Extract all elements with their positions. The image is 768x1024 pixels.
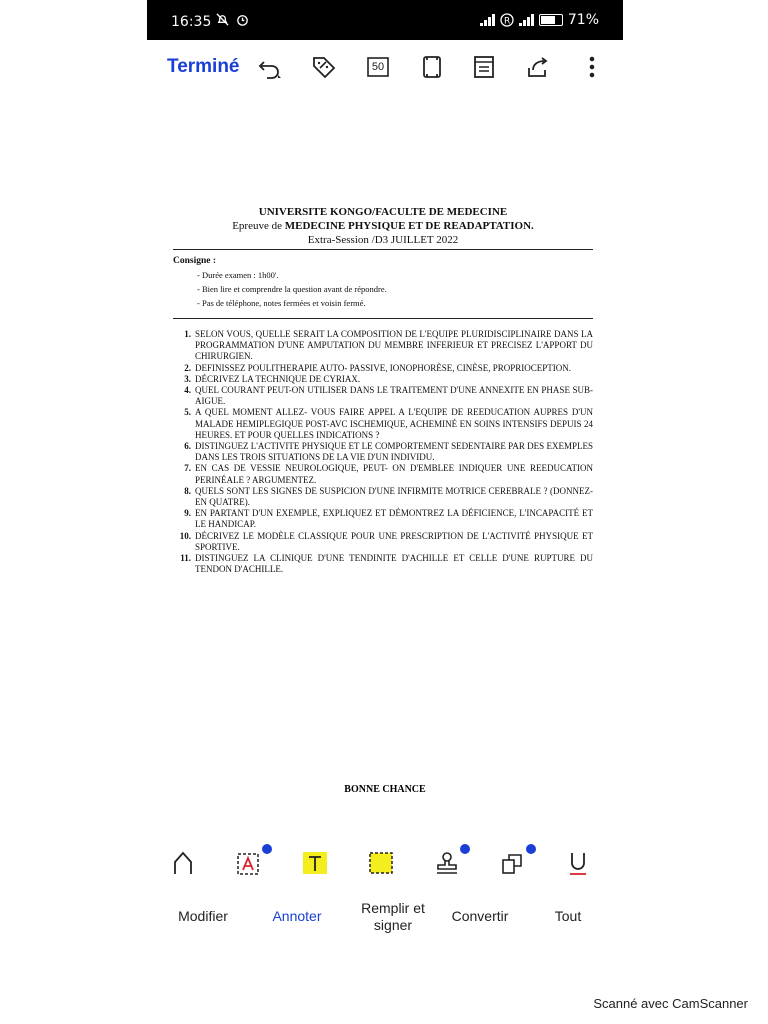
stamp-icon — [433, 849, 461, 877]
question-item — [173, 407, 593, 441]
modify-tool[interactable] — [168, 848, 198, 878]
question-item — [173, 374, 593, 385]
question-item — [173, 508, 593, 530]
doc-rule: - Pas de téléphone, notes fermées et voisin fermé. — [197, 296, 593, 310]
question-text: EN CAS DE VESSIE NEUROLOGIQUE, PEUT- ON D'EMBLEE INDIQUER UNE REEDUCATION PERINÉALE ? ARGUMENTEZ. — [195, 463, 593, 485]
question-text: SELON VOUS, QUELLE SERAIT LA COMPOSITION DE L'EQUIPE PLURIDISCIPLINAIRE DANS LA PROGRAMMATION D'UNE AMPUTATION DU MEMBRE INFERIEUR ET PRECISEZ L'APPORT DU CHIRURGIEN. — [195, 329, 593, 362]
question-number: 3. — [184, 373, 191, 384]
question-item — [173, 329, 593, 363]
doc-rule: - Bien lire et comprendre la question avant de répondre. — [197, 282, 593, 296]
crop-button[interactable] — [419, 54, 445, 80]
fill-sign-tool[interactable] — [366, 848, 396, 878]
question-text: DISTINGUEZ LA CLINIQUE D'UNE TENDINITE D'ACHILLE ET CELLE D'UNE RUPTURE DU TENDON D'ACHILLE. — [195, 553, 593, 575]
question-number: 11. — [180, 553, 191, 564]
status-bar — [147, 0, 623, 40]
question-text: A QUEL MOMENT ALLEZ- VOUS FAIRE APPEL A L'EQUIPE DE REEDUCATION AUPRES D'UN MALADE HEMIPLEGIQUE POST-AVC ISCHEMIQUE, ACHEMINÉ EN SOINS INTENSIFS DEPUIS 24 HEURES. ET POUR QUELLES INDICATIONS ? — [195, 407, 593, 440]
status-time: 16:35 — [171, 14, 212, 30]
divider — [173, 318, 593, 319]
question-text: DÉCRIVEZ LA TECHNIQUE DE CYRIAX. — [195, 373, 361, 384]
phone-screen — [147, 0, 623, 1024]
convert-icon — [499, 849, 527, 877]
closing-text: BONNE CHANCE — [344, 784, 426, 795]
question-item — [173, 363, 593, 374]
question-number: 1. — [184, 329, 191, 339]
pen-icon — [170, 850, 196, 876]
question-text: DISTINGUEZ L'ACTIVITE PHYSIQUE ET LE COMPORTEMENT SEDENTAIRE PAR DES EXEMPLES DANS LES TROIS SITUATIONS DE LA VIE D'UN INDIVIDU. — [195, 441, 593, 463]
text-tool[interactable] — [300, 848, 330, 878]
doc-subject — [173, 219, 593, 233]
doc-consigne-title: Consigne : — [173, 256, 217, 266]
modify-label[interactable]: Modifier — [178, 908, 228, 924]
question-item — [173, 553, 593, 575]
signal-icon — [480, 14, 495, 26]
alarm-icon — [235, 12, 250, 27]
tag-icon — [311, 54, 337, 80]
question-item — [173, 441, 593, 463]
doc-rule: - Durée examen : 1h00'. — [197, 268, 593, 282]
question-number: 10. — [179, 530, 191, 541]
text-annotate-icon — [235, 849, 263, 877]
share-icon — [525, 54, 551, 80]
all-tool[interactable] — [563, 848, 593, 878]
doc-subject-title: MEDECINE PHYSIQUE ET DE READAPTATION. — [284, 220, 534, 232]
annotate-label[interactable]: Annoter — [272, 908, 322, 924]
roaming-icon — [500, 13, 514, 27]
doc-university: UNIVERSITE KONGO/FACULTE DE MEDECINE — [258, 206, 508, 218]
battery-level: 71% — [567, 12, 599, 28]
convert-tool[interactable] — [498, 848, 528, 878]
signal-icon-2 — [519, 14, 534, 26]
question-number: 4. — [184, 385, 191, 396]
question-number: 2. — [184, 362, 191, 373]
badge-dot — [460, 844, 470, 854]
badge-dot — [262, 844, 272, 854]
badge-dot — [526, 844, 536, 854]
annotate-tool[interactable] — [234, 848, 264, 878]
all-label[interactable]: Tout — [554, 908, 582, 924]
question-text: EN PARTANT D'UN EXEMPLE, EXPLIQUEZ ET DÉMONTREZ LA DÉFICIENCE, L'INCAPACITÉ ET LE HANDICAP. — [195, 508, 593, 530]
page-layout-button[interactable] — [471, 54, 497, 80]
share-button[interactable] — [525, 54, 551, 80]
stamp-tool[interactable] — [432, 848, 462, 878]
mute-bell-icon — [215, 12, 230, 27]
doc-subject-prefix: Epreuve de — [232, 220, 282, 232]
question-text: QUELS SONT LES SIGNES DE SUSPICION D'UNE INFIRMITE MOTRICE CEREBRALE ? (DONNEZ-EN QUATRE). — [195, 485, 593, 508]
question-item — [173, 463, 593, 485]
fill-sign-label[interactable]: Remplir et signer — [361, 900, 425, 933]
question-number: 8. — [184, 485, 191, 496]
question-number: 7. — [184, 463, 191, 474]
document-page — [173, 205, 593, 575]
tag-button[interactable] — [311, 54, 337, 80]
undo-button[interactable] — [257, 54, 283, 80]
question-list — [173, 329, 593, 575]
question-text: QUEL COURANT PEUT-ON UTILISER DANS LE TRAITEMENT D'UNE ANNEXITE EN PHASE SUB-AIGUE. — [195, 385, 593, 407]
underline-icon — [564, 849, 592, 877]
top-toolbar — [147, 40, 623, 96]
convert-label[interactable]: Convertir — [451, 908, 509, 924]
svg-text:R: R — [503, 16, 511, 27]
question-number: 9. — [184, 508, 191, 519]
bottom-tool-icons — [147, 848, 623, 888]
text-highlight-icon — [301, 849, 329, 877]
more-vertical-icon — [579, 54, 605, 80]
question-item — [173, 486, 593, 508]
page-count-button[interactable] — [365, 54, 391, 80]
question-text: DEFINISSEZ POULITHERAPIE AUTO- PASSIVE, IONOPHORÈSE, CINÈSE, PROPRIOCEPTION. — [195, 362, 572, 373]
doc-session: Extra-Session /D3 JUILLET 2022 — [173, 233, 593, 250]
page-count-label: 50 — [371, 61, 385, 73]
camscanner-watermark: Scanné avec CamScanner — [593, 996, 748, 1011]
crop-icon — [419, 54, 445, 80]
battery-icon — [539, 14, 563, 26]
question-number: 6. — [184, 441, 191, 452]
undo-icon — [257, 54, 283, 80]
question-item — [173, 385, 593, 407]
question-text: DÉCRIVEZ LE MODÈLE CLASSIQUE POUR UNE PRESCRIPTION DE L'ACTIVITÉ PHYSIQUE ET SPORTIVE. — [195, 530, 593, 552]
more-options-button[interactable] — [579, 54, 605, 80]
doc-rules — [197, 268, 593, 310]
done-button[interactable]: Terminé — [167, 56, 240, 77]
question-item — [173, 531, 593, 553]
fill-sign-icon — [367, 849, 395, 877]
document-icon — [471, 54, 497, 80]
question-number: 5. — [184, 407, 191, 418]
